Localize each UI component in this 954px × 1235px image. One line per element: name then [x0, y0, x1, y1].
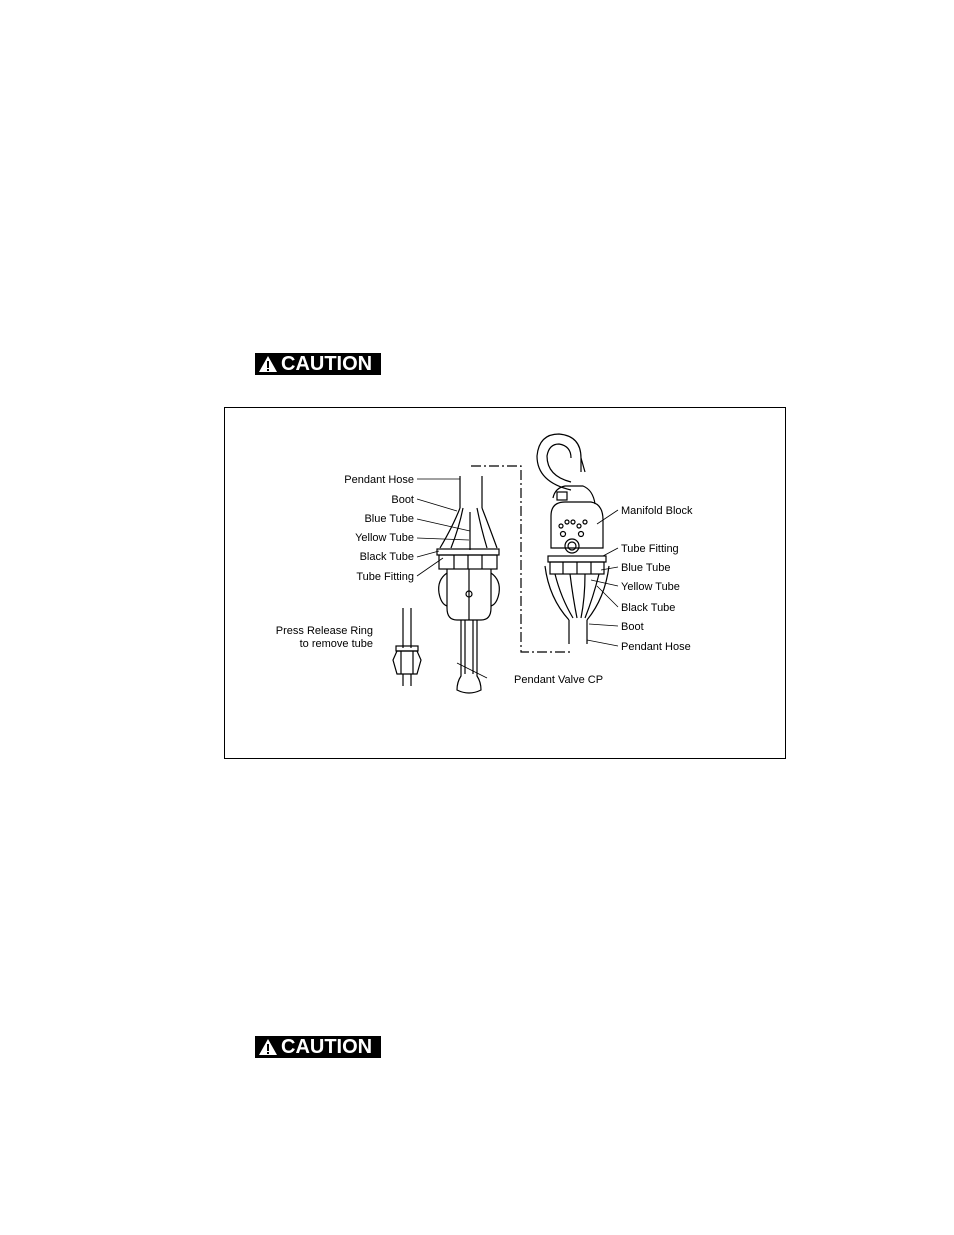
label-boot: Boot: [391, 494, 414, 506]
caution-label: CAUTION: [281, 353, 373, 375]
label-yellow-tube-right: Yellow Tube: [621, 581, 680, 593]
label-boot-right: Boot: [621, 621, 644, 633]
label-pendant-hose-right: Pendant Hose: [621, 641, 691, 653]
diagram-drawing: [225, 408, 787, 760]
caution-label: CAUTION: [281, 1036, 373, 1058]
pendant-hose-diagram: [224, 407, 786, 759]
label-tube-fitting: Tube Fitting: [356, 571, 414, 583]
label-tube-fitting-right: Tube Fitting: [621, 543, 679, 555]
label-yellow-tube: Yellow Tube: [355, 532, 414, 544]
label-press-release-ring: Press Release Ring: [275, 625, 373, 637]
caution-banner: [255, 1036, 381, 1058]
label-pendant-hose: Pendant Hose: [344, 474, 414, 486]
warning-triangle-icon: [258, 355, 278, 373]
label-black-tube-right: Black Tube: [621, 602, 676, 614]
label-pendant-valve: Pendant Valve CP: [514, 674, 604, 686]
label-remove-tube: to remove tube: [299, 638, 373, 650]
label-blue-tube-right: Blue Tube: [621, 562, 671, 574]
label-black-tube: Black Tube: [359, 551, 414, 563]
warning-triangle-icon: [258, 1038, 278, 1056]
caution-banner: [255, 353, 381, 375]
label-manifold-block: Manifold Block: [621, 505, 693, 517]
label-blue-tube: Blue Tube: [364, 513, 414, 525]
